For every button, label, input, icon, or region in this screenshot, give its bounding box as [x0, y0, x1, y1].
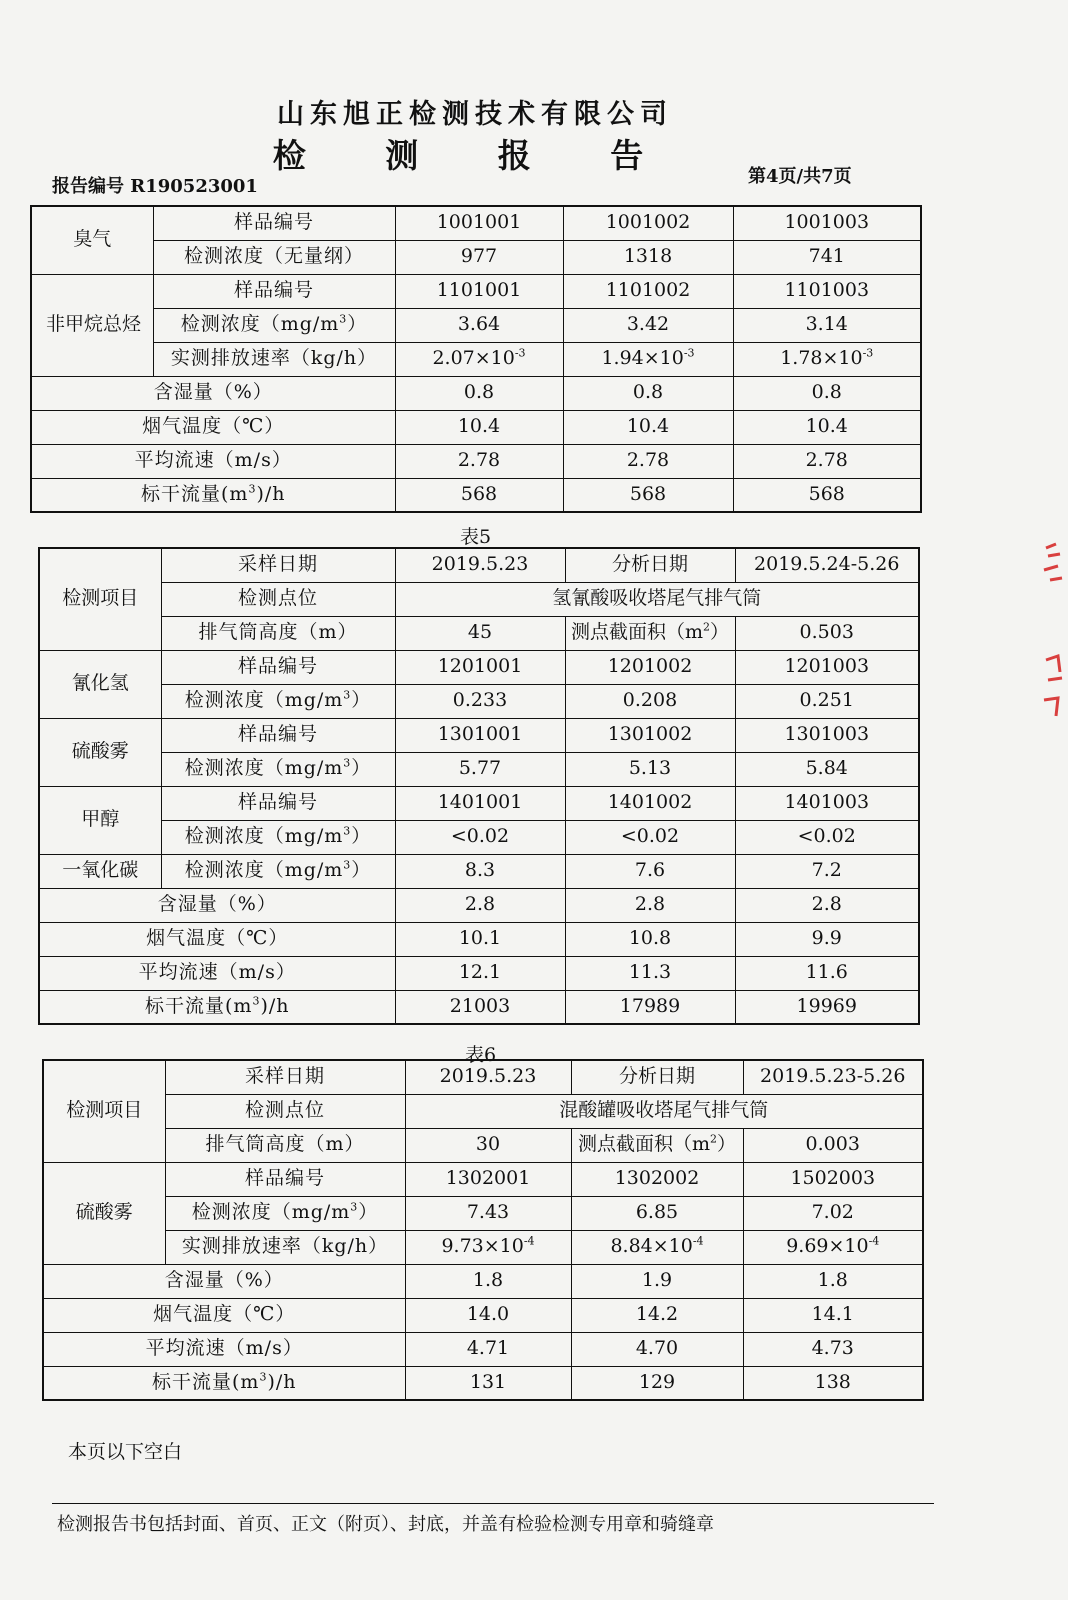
section-area: 0.503	[735, 616, 919, 650]
analysis-date-label: 分析日期	[565, 548, 735, 582]
sample-number-label: 样品编号	[165, 1162, 405, 1196]
table-cell: 1.8	[405, 1264, 571, 1298]
table-cell: 4.71	[405, 1332, 571, 1366]
table-cell: 10.8	[565, 922, 735, 956]
methanol-label: 甲醇	[39, 786, 161, 854]
section-area: 0.003	[743, 1128, 923, 1162]
table-row	[31, 478, 921, 512]
item-label: 检测项目	[43, 1060, 165, 1162]
table-cell: 4.73	[743, 1332, 923, 1366]
table-row	[31, 410, 921, 444]
co-label: 一氧化碳	[39, 854, 161, 888]
table-cell: 1201001	[395, 650, 565, 684]
table-cell: 5.84	[735, 752, 919, 786]
table-cell: 2.78	[563, 444, 733, 478]
concentration-label: 检测浓度$(mg/m^3)$	[161, 752, 395, 786]
table-row	[31, 240, 921, 274]
table-row	[31, 444, 921, 478]
section-area-label: 测点截面积$(m^2)$	[565, 616, 735, 650]
table-row	[43, 1094, 923, 1128]
results-table-continued	[30, 205, 922, 513]
table-cell: 1318	[563, 240, 733, 274]
test-point: 氢氰酸吸收塔尾气排气筒	[395, 582, 919, 616]
table-cell: <0.02	[565, 820, 735, 854]
table-cell: 1301002	[565, 718, 735, 752]
sampling-date-label: 采样日期	[165, 1060, 405, 1094]
table-cell: 0.8	[733, 376, 921, 410]
table-row	[43, 1060, 923, 1094]
table-cell: 7.02	[743, 1196, 923, 1230]
document-title: 检 测 报 告	[272, 136, 678, 175]
table-cell: 3.64	[395, 308, 563, 342]
table-cell: 14.1	[743, 1298, 923, 1332]
table-cell: 0.233	[395, 684, 565, 718]
stack-height-label: 排气筒高度（m）	[161, 616, 395, 650]
results-table-6	[42, 1059, 924, 1401]
table-caption: 表5	[460, 526, 492, 548]
emission-rate-label: 实测排放速率（kg/h）	[153, 342, 395, 376]
table-row	[43, 1332, 923, 1366]
table-cell: 1001003	[733, 206, 921, 240]
table-cell: 0.8	[395, 376, 563, 410]
sampling-date-label: 采样日期	[161, 548, 395, 582]
table-caption: 表6	[465, 1044, 497, 1066]
table-cell: $2.07\times 10^{-3}$	[395, 342, 563, 376]
table-row	[39, 854, 919, 888]
table-row	[31, 206, 921, 240]
table-cell: 1502003	[743, 1162, 923, 1196]
table-cell: 11.6	[735, 956, 919, 990]
analysis-date: 2019.5.23-5.26	[743, 1060, 923, 1094]
table-row	[43, 1264, 923, 1298]
table-cell: 14.0	[405, 1298, 571, 1332]
table-row	[43, 1128, 923, 1162]
concentration-label: 检测浓度$(mg/m^3)$	[165, 1196, 405, 1230]
stack-height-label: 排气筒高度（m）	[165, 1128, 405, 1162]
table-cell: 2.78	[733, 444, 921, 478]
table-row	[39, 956, 919, 990]
table-cell: 1101001	[395, 274, 563, 308]
table-row	[43, 1162, 923, 1196]
table-row	[43, 1196, 923, 1230]
table-cell: 3.14	[733, 308, 921, 342]
table-cell: <0.02	[395, 820, 565, 854]
moisture-label: 含湿量（%）	[31, 376, 395, 410]
table-cell: $9.69\times 10^{-4}$	[743, 1230, 923, 1264]
table-cell: 0.208	[565, 684, 735, 718]
emission-rate-label: 实测排放速率（kg/h）	[165, 1230, 405, 1264]
table-row	[31, 376, 921, 410]
table-row	[39, 990, 919, 1024]
table-cell: 1001001	[395, 206, 563, 240]
table-cell: $9.73\times 10^{-4}$	[405, 1230, 571, 1264]
table-cell: 10.4	[395, 410, 563, 444]
table-row	[43, 1298, 923, 1332]
table-cell: 2.8	[565, 888, 735, 922]
table-row	[39, 582, 919, 616]
table-cell: 5.77	[395, 752, 565, 786]
table-cell: 17989	[565, 990, 735, 1024]
table-cell: 1001002	[563, 206, 733, 240]
table-row	[39, 548, 919, 582]
item-label: 检测项目	[39, 548, 161, 650]
table-cell: $1.78\times 10^{-3}$	[733, 342, 921, 376]
table-row	[39, 718, 919, 752]
flow-label: 标干流量$(m^3)/h$	[43, 1366, 405, 1400]
table-cell: 1401001	[395, 786, 565, 820]
sample-number-label: 样品编号	[161, 786, 395, 820]
table-cell: 19969	[735, 990, 919, 1024]
velocity-label: 平均流速（m/s）	[43, 1332, 405, 1366]
table-cell: 1401003	[735, 786, 919, 820]
table-cell: 21003	[395, 990, 565, 1024]
table-cell: 2.78	[395, 444, 563, 478]
velocity-label: 平均流速（m/s）	[39, 956, 395, 990]
footer-note: 检测报告书包括封面、首页、正文（附页）、封底，并盖有检验检测专用章和骑缝章	[57, 1514, 714, 1535]
table-row	[39, 752, 919, 786]
table-cell: 977	[395, 240, 563, 274]
blank-below-note: 本页以下空白	[68, 1441, 183, 1463]
section-area-label: 测点截面积$(m^2)$	[571, 1128, 743, 1162]
flow-label: 标干流量$(m^3)/h$	[31, 478, 395, 512]
test-point-label: 检测点位	[161, 582, 395, 616]
sampling-date: 2019.5.23	[395, 548, 565, 582]
table-cell: 1101003	[733, 274, 921, 308]
table-cell: 7.2	[735, 854, 919, 888]
page-indicator: 第4页/共7页	[748, 166, 852, 187]
table-cell: 0.8	[563, 376, 733, 410]
table-cell: 12.1	[395, 956, 565, 990]
table-row	[39, 616, 919, 650]
table-cell: 11.3	[565, 956, 735, 990]
table-cell: 568	[733, 478, 921, 512]
table-cell: 741	[733, 240, 921, 274]
table-cell: 1201003	[735, 650, 919, 684]
table-row	[31, 274, 921, 308]
gas-temperature-label: 烟气温度（℃）	[31, 410, 395, 444]
table-cell: 0.251	[735, 684, 919, 718]
table-cell: 1301001	[395, 718, 565, 752]
sample-number-label: 样品编号	[153, 274, 395, 308]
sample-number-label: 样品编号	[161, 650, 395, 684]
table-cell: 1.8	[743, 1264, 923, 1298]
company-name: 山东旭正检测技术有限公司	[277, 99, 673, 130]
stack-height: 30	[405, 1128, 571, 1162]
sulfuric-mist-label: 硫酸雾	[43, 1162, 165, 1264]
test-point: 混酸罐吸收塔尾气排气筒	[405, 1094, 923, 1128]
analysis-date-label: 分析日期	[571, 1060, 743, 1094]
report-number: 报告编号 R190523001	[52, 176, 258, 197]
moisture-label: 含湿量（%）	[39, 888, 395, 922]
table-cell: 10.4	[733, 410, 921, 444]
table-cell: 7.43	[405, 1196, 571, 1230]
results-table-5	[38, 547, 920, 1025]
table-cell: 138	[743, 1366, 923, 1400]
odor-label: 臭气	[31, 206, 153, 274]
sulfuric-mist-label: 硫酸雾	[39, 718, 161, 786]
table-cell: 1201002	[565, 650, 735, 684]
table-row	[39, 922, 919, 956]
concentration-label: 检测浓度$(mg/m^3)$	[153, 308, 395, 342]
stack-height: 45	[395, 616, 565, 650]
concentration-label: 检测浓度$(mg/m^3)$	[161, 684, 395, 718]
table-cell: 1302001	[405, 1162, 571, 1196]
table-cell: 1101002	[563, 274, 733, 308]
table-cell: 9.9	[735, 922, 919, 956]
flow-label: 标干流量$(m^3)/h$	[39, 990, 395, 1024]
sample-number-label: 样品编号	[153, 206, 395, 240]
moisture-label: 含湿量（%）	[43, 1264, 405, 1298]
table-cell: 1301003	[735, 718, 919, 752]
sampling-date: 2019.5.23	[405, 1060, 571, 1094]
table-cell: 131	[405, 1366, 571, 1400]
table-cell: $8.84\times 10^{-4}$	[571, 1230, 743, 1264]
table-cell: 10.1	[395, 922, 565, 956]
table-cell: 129	[571, 1366, 743, 1400]
table-cell: 4.70	[571, 1332, 743, 1366]
concentration-label: 检测浓度$(mg/m^3)$	[161, 854, 395, 888]
seam-stamp-icon	[1040, 540, 1068, 730]
velocity-label: 平均流速（m/s）	[31, 444, 395, 478]
table-cell: 10.4	[563, 410, 733, 444]
table-cell: 1302002	[571, 1162, 743, 1196]
sample-number-label: 样品编号	[161, 718, 395, 752]
table-cell: $1.94\times 10^{-3}$	[563, 342, 733, 376]
table-cell: 7.6	[565, 854, 735, 888]
table-row	[39, 684, 919, 718]
table-cell: 1.9	[571, 1264, 743, 1298]
table-cell: 1401002	[565, 786, 735, 820]
concentration-label: 检测浓度$(mg/m^3)$	[161, 820, 395, 854]
table-cell: 568	[563, 478, 733, 512]
concentration-label: 检测浓度（无量纲）	[153, 240, 395, 274]
table-cell: 3.42	[563, 308, 733, 342]
nmhc-label: 非甲烷总烃	[31, 274, 153, 376]
table-row	[39, 888, 919, 922]
table-row	[31, 308, 921, 342]
table-cell: 8.3	[395, 854, 565, 888]
table-cell: <0.02	[735, 820, 919, 854]
table-row	[39, 650, 919, 684]
table-row	[39, 820, 919, 854]
table-cell: 2.8	[735, 888, 919, 922]
footer-divider	[52, 1503, 934, 1504]
hcn-label: 氰化氢	[39, 650, 161, 718]
table-row	[43, 1230, 923, 1264]
gas-temperature-label: 烟气温度（℃）	[43, 1298, 405, 1332]
table-cell: 6.85	[571, 1196, 743, 1230]
gas-temperature-label: 烟气温度（℃）	[39, 922, 395, 956]
table-row	[39, 786, 919, 820]
table-row	[43, 1366, 923, 1400]
table-cell: 2.8	[395, 888, 565, 922]
table-row	[31, 342, 921, 376]
test-point-label: 检测点位	[165, 1094, 405, 1128]
table-cell: 5.13	[565, 752, 735, 786]
analysis-date: 2019.5.24-5.26	[735, 548, 919, 582]
table-cell: 568	[395, 478, 563, 512]
table-cell: 14.2	[571, 1298, 743, 1332]
